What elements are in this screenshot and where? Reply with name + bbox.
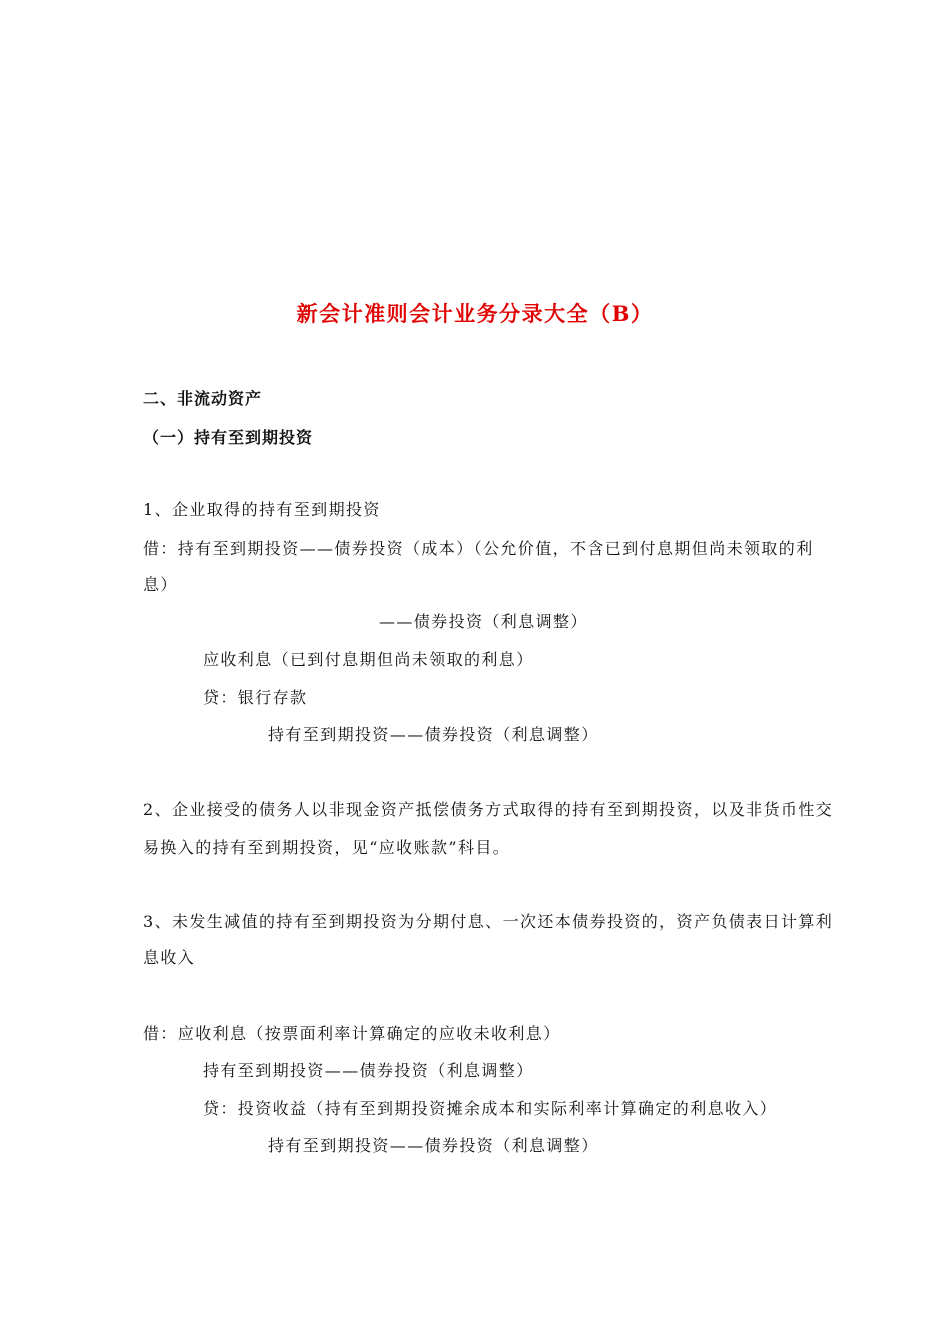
item3-entry2: 持有至到期投资——债券投资（利息调整） [203,1061,534,1080]
item1-line1: 借：持有至到期投资——债券投资（成本）（公允价值，不含已到付息期但尚未领取的利 [143,539,814,558]
item3-entry4: 持有至到期投资——债券投资（利息调整） [268,1136,599,1155]
item1-heading: 1、企业取得的持有至到期投资 [143,500,381,519]
document-title: 新会计准则会计业务分录大全（B） [296,301,654,326]
item2-line1: 2、企业接受的债务人以非现金资产抵偿债务方式取得的持有至到期投资，以及非货币性交 [143,800,834,819]
item1-line3: 应收利息（已到付息期但尚未领取的利息） [203,650,534,669]
item3-line2: 息收入 [143,948,196,967]
item1-line2: ——债券投资（利息调整） [379,612,588,631]
item3-entry3: 贷：投资收益（持有至到期投资摊余成本和实际利率计算确定的利息收入） [203,1099,778,1118]
item1-line1-cont: 息） [143,575,178,594]
subsection-heading: （一）持有至到期投资 [143,428,314,447]
item2-line2: 易换入的持有至到期投资，见“应收账款”科目。 [143,838,511,857]
item1-line4: 贷：银行存款 [203,688,308,707]
item1-line5: 持有至到期投资——债券投资（利息调整） [268,725,599,744]
section-heading: 二、非流动资产 [143,389,263,408]
item3-entry1: 借：应收利息（按票面利率计算确定的应收未收利息） [143,1024,561,1043]
item3-line1: 3、未发生减值的持有至到期投资为分期付息、一次还本债券投资的，资产负债表日计算利 [143,912,834,931]
